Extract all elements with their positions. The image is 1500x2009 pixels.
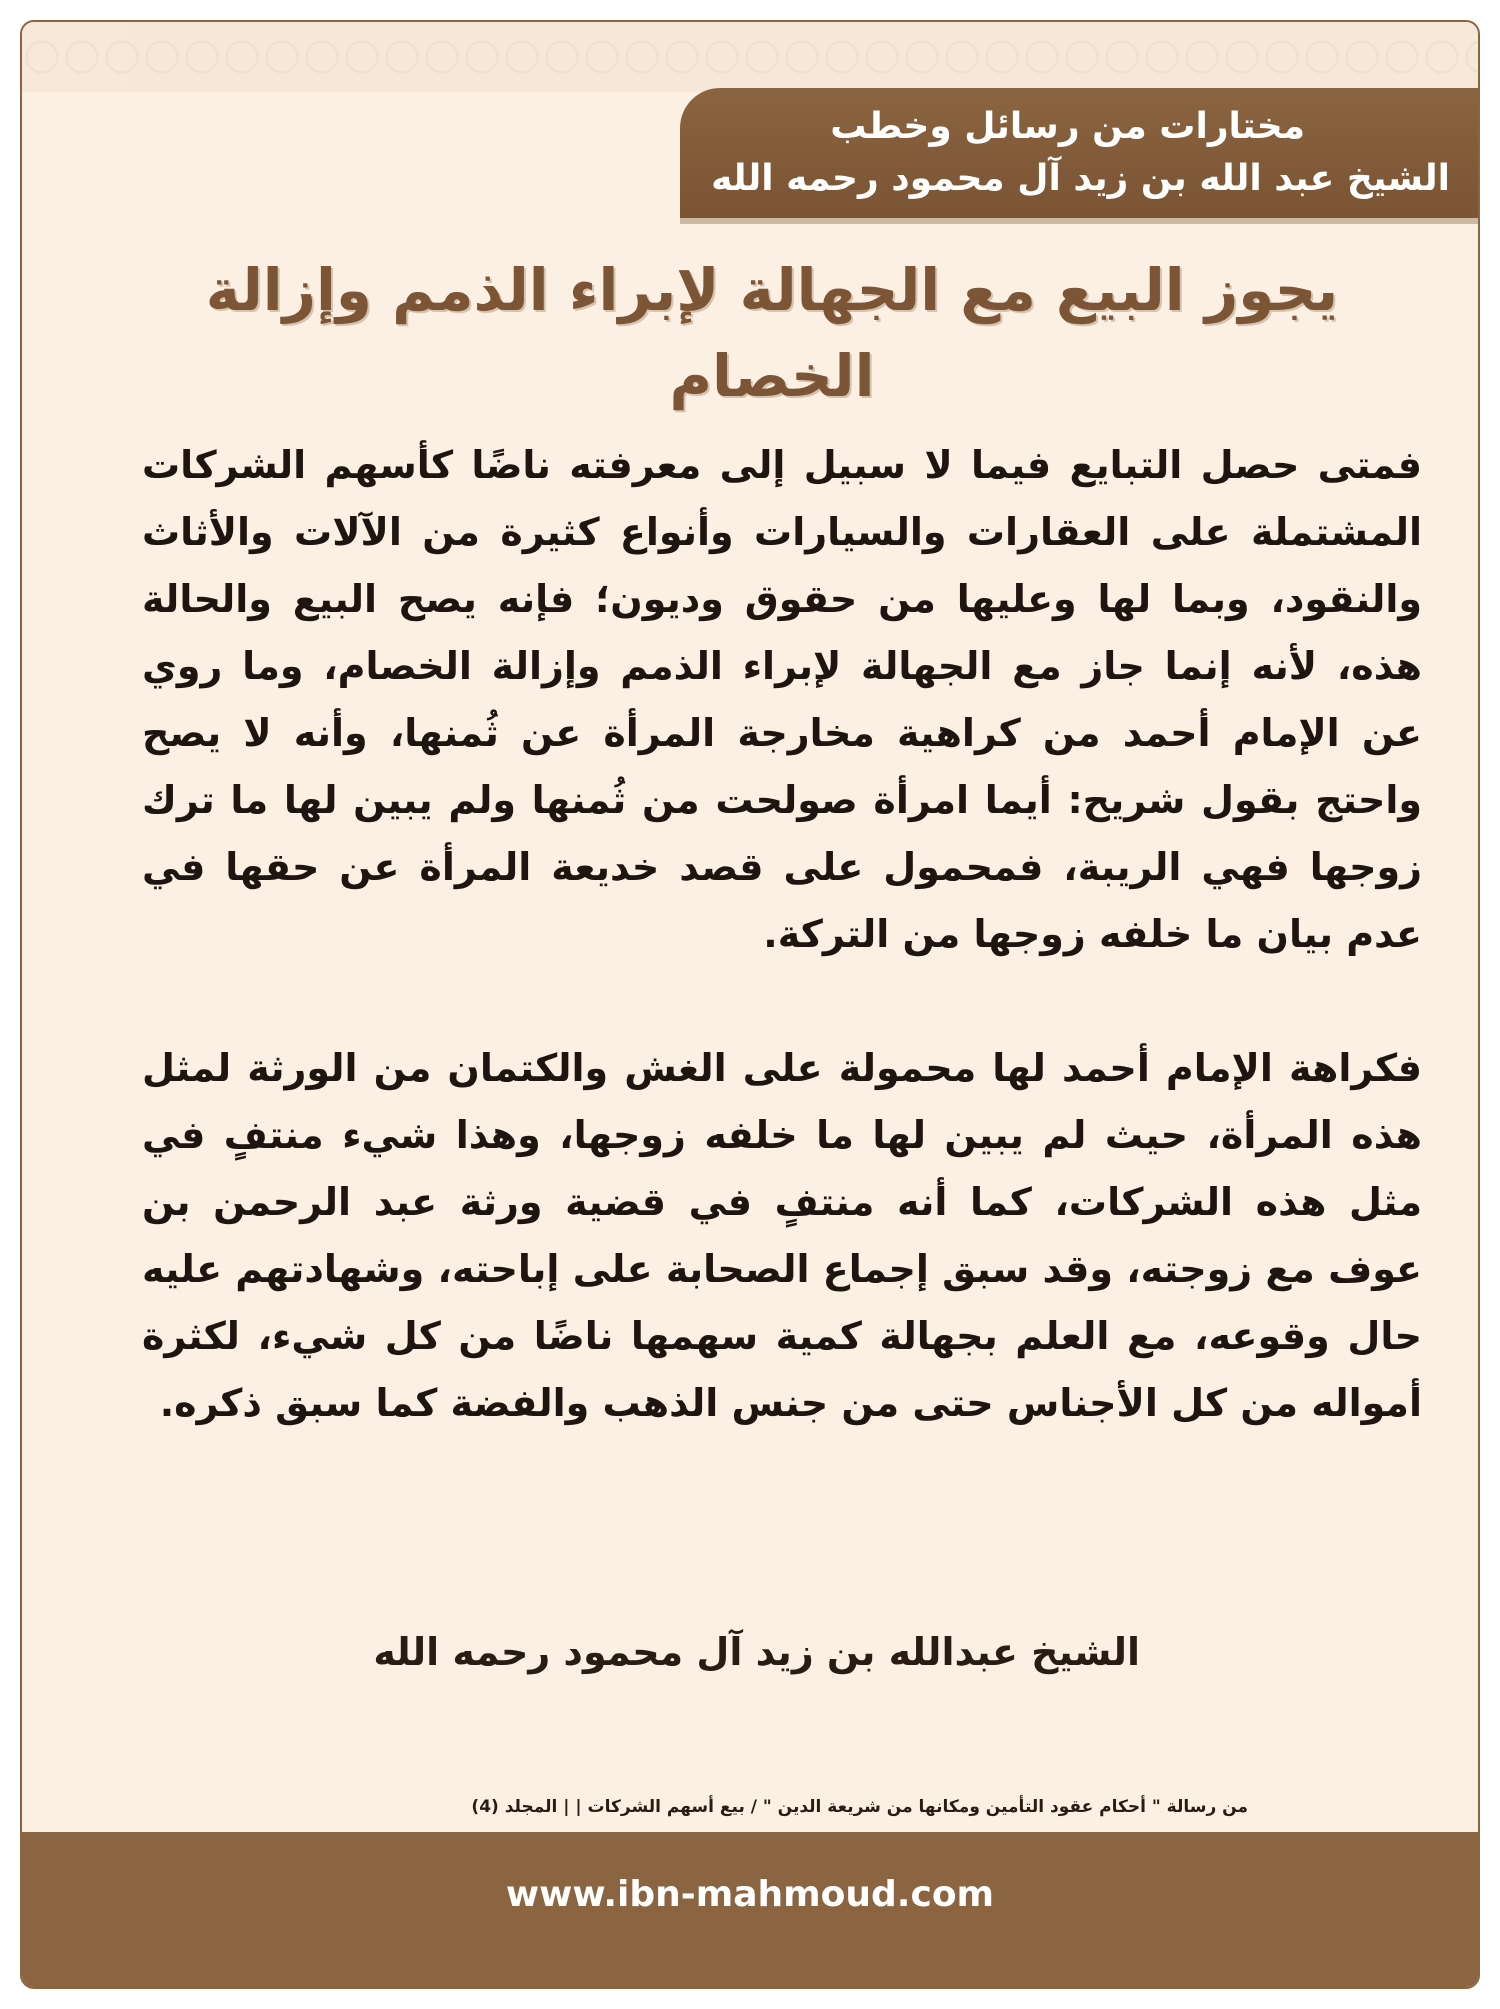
website-url: www.ibn-mahmoud.com — [505, 1874, 995, 1915]
article-body — [142, 432, 1422, 1504]
paragraph-2: فكراهة الإمام أحمد لها محمولة على الغش والكتمان من الورثة لمثل هذه المرأة، حيث لم يبين لها ما خلفه زوجها، وهذا شيء منتفٍ في مثل هذه الشركات، كما أنه منتفٍ في قضية ورثة عبد الرحمن بن عوف مع زوجته، وقد سبق إجماع الصحابة على إباحته، وشهادتهم عليه حال وقوعه، مع العلم بجهالة كمية سهمها ناضًا من كل شيء، لكثرة أمواله من كل الأجناس حتى من جنس الذهب والفضة كما سبق ذكره. — [142, 1046, 1422, 1425]
header-banner — [680, 88, 1480, 218]
source-citation: من رسالة " أحكام عقود التأمين ومكانها من شريعة الدين " / بيع أسهم الشركات | | المجلد (4) — [471, 1797, 1248, 1817]
article-title: يجوز البيع مع الجهالة لإبراء الذمم وإزالة الخصام — [205, 256, 1339, 410]
series-title: مختارات من رسائل وخطب — [830, 106, 1305, 147]
page-frame — [20, 20, 1480, 1989]
footer-bar — [22, 1832, 1478, 1987]
decorative-pattern-band — [22, 22, 1478, 92]
signature-line: الشيخ عبدالله بن زيد آل محمود رحمه الله — [373, 1630, 1140, 1674]
author-name-header: الشيخ عبد الله بن زيد آل محمود رحمه الله — [711, 158, 1450, 199]
paragraph-1: فمتى حصل التبايع فيما لا سبيل إلى معرفته ناضًا كأسهم الشركات المشتملة على العقارات والسيارات وأنواع كثيرة من الآلات والأثاث والنقود، وبما لها وعليها من حقوق وديون؛ فإنه يصح البيع والحالة هذه، لأنه إنما جاز مع الجهالة لإبراء الذمم وإزالة الخصام، وما روي عن الإمام أحمد من كراهية مخارجة المرأة عن ثُمنها، وأنه لا يصح واحتج بقول شريح: أيما امرأة صولحت من ثُمنها ولم يبين لها ما ترك زوجها فهي الريبة، فمحمول على قصد خديعة المرأة عن حقها في عدم بيان ما خلفه زوجها من التركة. — [142, 443, 1422, 956]
